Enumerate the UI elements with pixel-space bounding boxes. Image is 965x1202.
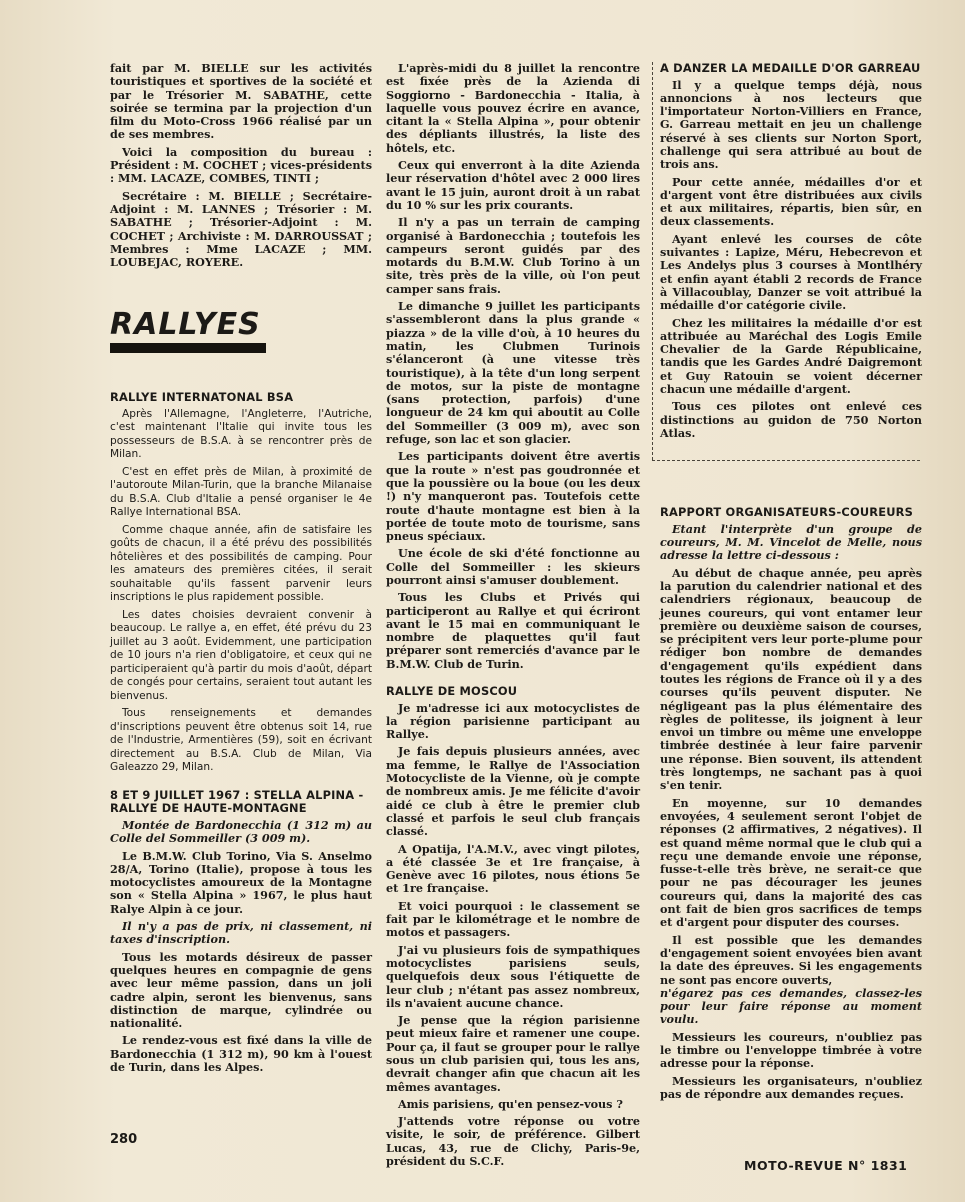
bsa-paragraph: Les dates choisies devraient convenir à beaucoup. Le rallye a, en effet, été prévu du 23 juillet au 3 août. Evidemment, une participation de 10 jours n'a rien d'obligatoire, et ceux qui ne participeraient qu'à partir du mois d'août, départ de congés pour certains, seraient tout autant les bienvenus. bbox=[110, 608, 372, 702]
bsa-paragraph: C'est en effet près de Milan, à proximité de l'autoroute Milan-Turin, que la branche Milanaise du B.S.A. Club d'Italie a pensé organiser le 4e Rallye International BSA. bbox=[110, 465, 372, 519]
page-number: 280 bbox=[110, 1132, 138, 1147]
moscou-paragraph: Et voici pourquoi : le classement se fait par le kilométrage et le nombre de motos et passagers. bbox=[386, 898, 640, 940]
stella-continued-paragraph: Tous les Clubs et Privés qui participeront au Rallye et qui écriront avant le 15 mai en communiquant le nombre de plaquettes qu'il faut préparer sont remerciés d'avance par le B.M.W. Club de Turin. bbox=[386, 590, 640, 671]
stella-continued-paragraph: Le dimanche 9 juillet les participants s'assembleront dans la plus grande « piazza » de la ville d'où, à 10 heures du matin, les Clubmen Turinois s'élanceront (à une vitesse très touristique), à la tête d'un long serpent de motos, sur la piste de montagne (sans protection, parfois) d'une longueur de 24 km qui aboutit au Colle del Sommeiller (3 009 m), avec son refuge, son lac et son glacier. bbox=[386, 299, 640, 447]
stella-continued-paragraph: Il n'y a pas un terrain de camping organisé à Bardonecchia ; toutefois les campeurs seront guidés par des motards du B.M.W. Club Torino à un site, très près de la ville, où l'on peut camper sans frais. bbox=[386, 215, 640, 296]
moscou-paragraph: A Opatija, l'A.M.V., avec vingt pilotes, a été classée 3e et 1re française, à Genève avec 16 pilotes, nous étions 5e et 1re française. bbox=[386, 841, 640, 896]
rapport-paragraph: En moyenne, sur 10 demandes envoyées, 4 seulement seront l'objet de réponses (2 affirmatives, 2 négatives). Il est quand même normal que le club qui a reçu une demande envoie une réponse, fusse-t-elle très brève, ne serait-ce que pour ne pas décourager les jeunes coureurs qui, dans la majorité des cas ont fait de bien gros sacrifices de temps et d'argent pour disputer des courses. bbox=[660, 795, 922, 930]
stella-paragraph: Il n'y a pas de prix, ni classement, ni taxes d'inscription. bbox=[110, 919, 372, 947]
moscou-paragraph: J'ai vu plusieurs fois de sympathiques motocyclistes parisiens seuls, quelquefois deux sous l'étiquette de leur club ; n'étant pas assez nombreux, ils n'avaient aucune chance. bbox=[386, 942, 640, 1010]
rapport-paragraph: Il est possible que les demandes d'engagement soient envoyées bien avant la date des épreuves. Si les engagements ne sont pas encore ouverts, bbox=[660, 932, 922, 987]
stella-paragraph: Le B.M.W. Club Torino, Via S. Anselmo 28/A, Torino (Italie), propose à tous les motocyclistes amoureux de la Montagne son « Stella Alpina » 1967, le plus haut Ralye Alpin à ce jour. bbox=[110, 848, 372, 916]
spacer bbox=[660, 444, 922, 506]
section-title: RALLYES bbox=[110, 307, 261, 343]
moscou-paragraph: Je m'adresse ici aux motocyclistes de la région parisienne participant au Rallye. bbox=[386, 700, 640, 742]
bsa-paragraph: Après l'Allemagne, l'Angleterre, l'Autriche, c'est maintenant l'Italie qui invite tous les possesseurs de B.S.A. à se rencontrer près de Milan. bbox=[110, 407, 372, 461]
section-title-underline bbox=[110, 343, 266, 353]
box-rule-vertical bbox=[652, 62, 654, 460]
moscou-paragraph: Je fais depuis plusieurs années, avec ma femme, le Rallye de l'Association Motocycliste de la Vienne, où je compte de nombreux amis. Je me félicite d'avoir aidé ce club à être le premier club classé et parfois le seul club français classé. bbox=[386, 744, 640, 839]
danzer-paragraph: Chez les militaires la médaille d'or est attribuée au Maréchal des Logis Emile Chevalier de la Garde Républicaine, tandis que les Gardes André Daigremont et Guy Ratouin se voient décerner chacun une médaille d'argent. bbox=[660, 315, 922, 397]
rapport-paragraph: Messieurs les organisateurs, n'oubliez pas de répondre aux demandes reçues. bbox=[660, 1073, 922, 1101]
moscou-heading: RALLYE DE MOSCOU bbox=[386, 684, 518, 699]
rapport-emphasis: n'égarez pas ces demandes, classez-les pour leur faire réponse au moment voulu. bbox=[660, 985, 922, 1027]
bureau-paragraph: Voici la composition du bureau : Président : M. COCHET ; vices-présidents : MM. LACAZE, COMBES, TINTI ; bbox=[110, 144, 372, 186]
stella-continued-paragraph: Ceux qui enverront à la dite Azienda leur réservation d'hôtel avec 2 000 lires avant le 15 juin, auront droit à un rabat du 10 % sur les prix courants. bbox=[386, 158, 640, 212]
moscou-paragraph: Amis parisiens, qu'en pensez-vous ? bbox=[398, 1096, 623, 1111]
rallyes-section-banner bbox=[110, 309, 372, 353]
danzer-heading: A DANZER LA MEDAILLE D'OR GARREAU bbox=[660, 61, 921, 75]
rapport-paragraph: Messieurs les coureurs, n'oubliez pas le timbre ou l'enveloppe timbrée à votre adresse pour la réponse. bbox=[660, 1029, 922, 1071]
magazine-footer: MOTO-REVUE N° 1831 bbox=[744, 1158, 908, 1173]
stella-continued-paragraph: L'après-midi du 8 juillet la rencontre est fixée près de la Azienda di Soggiorno - Bardonecchia - Italia, à laquelle vous pouvez écrire en avance, citant la « Stella Alpina », pour obtenir des dépliants illustrés, la liste des hôtels, etc. bbox=[386, 61, 640, 155]
stella-subheading: Montée de Bardonecchia (1 312 m) au Colle del Sommeiller (3 009 m). bbox=[110, 817, 372, 846]
moscou-paragraph: J'attends votre réponse ou votre visite, le soir, de préférence. Gilbert Lucas, 43, rue de Clichy, Paris-9e, président du S.C.F. bbox=[386, 1114, 640, 1169]
danzer-paragraph: Pour cette année, médailles d'or et d'argent vont être distribuées aux civils et aux militaires, répartis, bien sûr, en deux classements. bbox=[660, 174, 922, 229]
stella-continued-paragraph: Une école de ski d'été fonctionne au Colle del Sommeiller : les skieurs pourront ainsi s'amuser doublement. bbox=[386, 546, 640, 587]
column-middle bbox=[386, 62, 640, 1172]
moscou-paragraph: Je pense que la région parisienne peut mieux faire et ramener une coupe. Pour ça, il faut se grouper pour le rallye sous un club parisien qui, tous les ans, devrait changer afin que chacun ait les mêmes avantages. bbox=[386, 1013, 640, 1094]
bsa-paragraph: Tous renseignements et demandes d'inscriptions peuvent être obtenus soit 14, rue de l'Industrie, Armentières (59), soit en écrivant directement au B.S.A. Club de Milan, Via Galeazzo 29, Milan. bbox=[110, 707, 372, 774]
rapport-paragraph: Au début de chaque année, peu après la parution du calendrier national et des calendriers régionaux, beaucoup de jeunes coureurs, qui vont entamer leur première ou deuxième saison de courses, se précipitent vers leur porte-plume pour rédiger bon nombre de demandes d'engagement qu'ils expédient dans toutes les régions de France où il y a des courses qu'ils peuvent disputer. Ne négligeant pas la plus élémentaire des règles de politesse, ils joignent à leur envoi un timbre ou même une enveloppe timbrée destinée à leur faire parvenir une réponse. Bien souvent, ils attendent très longtemps, ne sachant pas à quoi s'en tenir. bbox=[660, 565, 922, 793]
bureau-members-paragraph: Secrétaire : M. BIELLE ; Secrétaire-Adjoint : M. LANNES ; Trésorier : M. SABATHE ; Trésorier-Adjoint : M. COCHET ; Archiviste : M. DARROUSSAT ; Membres : Mme LACAZE ; MM. LOUBEJAC, ROYERE. bbox=[110, 188, 372, 270]
rapport-heading: RAPPORT ORGANISATEURS-COUREURS bbox=[660, 505, 914, 520]
rapport-intro: Etant l'interprète d'un groupe de coureurs, M. M. Vincelot de Melle, nous adresse la lettre ci-dessous : bbox=[660, 521, 922, 563]
column-left bbox=[110, 62, 372, 1078]
stella-paragraph: Tous les motards désireux de passer quelques heures en compagnie de gens avec leur même passion, dans un joli cadre alpin, seront les bienvenus, sans distinction de marque, cylindrée ou nationalité. bbox=[110, 949, 372, 1031]
bsa-heading: RALLYE INTERNATONAL BSA bbox=[110, 390, 294, 405]
danzer-paragraph: Il y a quelque temps déjà, nous annoncions à nos lecteurs que l'importateur Norton-Villiers en France, G. Garreau mettait en jeu un challenge réservé à ses clients sur Norton Sport, challenge qui sera attribué au bout de trois ans. bbox=[660, 77, 922, 172]
danzer-paragraph: Ayant enlevé les courses de côte suivantes : Lapize, Méru, Hebecrevon et Les Andelys plus 3 courses à Montlhéry et enfin ayant établi 2 records de France à Villacoublay, Danzer se voit attribué la médaille d'or catégorie civile. bbox=[660, 231, 922, 313]
stella-paragraph: Le rendez-vous est fixé dans la ville de Bardonecchia (1 312 m), 90 km à l'ouest de Turin, dans les Alpes. bbox=[110, 1033, 372, 1074]
bsa-paragraph: Comme chaque année, afin de satisfaire les goûts de chacun, il a été prévu des possibilités hôtelières et des possibilités de camping. Pour les amateurs des premières citées, il serait souhaitable qu'ils fassent parvenir leurs inscriptions le plus rapidement possible. bbox=[110, 523, 372, 604]
danzer-paragraph: Tous ces pilotes ont enlevé ces distinctions au guidon de 750 Norton Atlas. bbox=[660, 399, 922, 440]
column-right bbox=[660, 62, 922, 1105]
intro-paragraph: fait par M. BIELLE sur les activités touristiques et sportives de la société et par le Trésorier M. SABATHE, cette soirée se termina par la projection d'un film du Moto-Cross 1966 réalisé par un de ses membres. bbox=[110, 61, 372, 142]
stella-heading: 8 ET 9 JUILLET 1967 : STELLA ALPINA - RALLYE DE HAUTE-MONTAGNE bbox=[110, 787, 364, 816]
stella-continued-paragraph: Les participants doivent être avertis que la route » n'est pas goudronnée et que la poussière ou la boue (ou les deux !) n'y manqueront pas. Toutefois cette route d'haute montagne est bien à la portée de toute moto de tourisme, sans pneus spéciaux. bbox=[386, 449, 640, 544]
